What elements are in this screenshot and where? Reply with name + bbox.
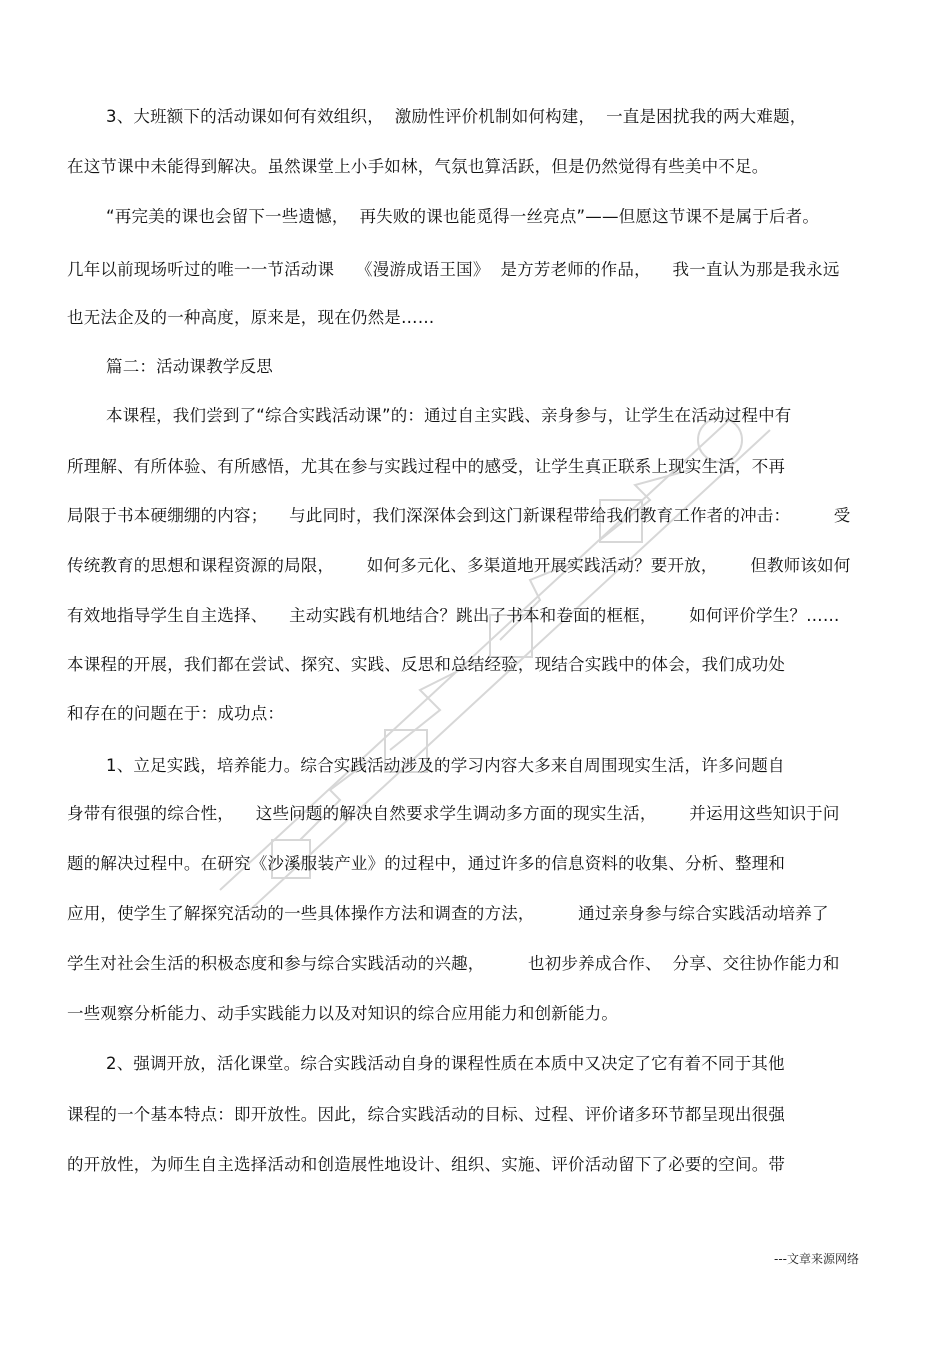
text-line: 3、大班额下的活动课如何有效组织， 激励性评价机制如何构建， 一直是困扰我的两大难题， <box>106 107 807 126</box>
text-line: 和存在的问题在于：成功点： <box>67 704 285 723</box>
text-line: 应用，使学生了解探究活动的一些具体操作方法和调查的方法， 通过亲身参与综合实践活动培养了 <box>67 904 829 923</box>
text-line: “再完美的课也会留下一些遗憾， 再失败的课也能觅得一丝亮点”——但愿这节课不是属于后者。 <box>106 207 820 226</box>
text-line: 课程的一个基本特点：即开放性。因此，综合实践活动的目标、过程、评价诸多环节都呈现出很强 <box>67 1105 786 1124</box>
text-line: 2、强调开放，活化课堂。综合实践活动自身的课程性质在本质中又决定了它有着不同于其他 <box>106 1054 785 1073</box>
text-line: 本课程的开展，我们都在尝试、探究、实践、反思和总结经验，现结合实践中的体会，我们成功处 <box>67 655 786 674</box>
text-line: 身带有很强的综合性， 这些问题的解决自然要求学生调动多方面的现实生活， 并运用这些知识于问 <box>67 804 840 823</box>
text-line: 在这节课中未能得到解决。虽然课堂上小手如林，气氛也算活跃，但是仍然觉得有些美中不足。 <box>67 157 769 176</box>
text-line: 一些观察分析能力、动手实践能力以及对知识的综合应用能力和创新能力。 <box>67 1004 619 1023</box>
text-line: 的开放性，为师生自主选择活动和创造展性地设计、组织、实施、评价活动留下了必要的空间。带 <box>67 1155 786 1174</box>
text-line: 局限于书本硬绷绷的内容； 与此同时，我们深深体会到这门新课程带给我们教育工作者的冲击： 受 <box>67 506 851 525</box>
text-line: 也无法企及的一种高度，原来是，现在仍然是…… <box>67 308 435 327</box>
text-line: 有效地指导学生自主选择、 主动实践有机地结合？跳出了书本和卷面的框框， 如何评价学生？…… <box>67 606 840 625</box>
text-line: 学生对社会生活的积极态度和参与综合实践活动的兴趣， 也初步养成合作、 分享、交往协作能力和 <box>67 954 840 973</box>
section-heading: 篇二：活动课教学反思 <box>106 357 273 376</box>
text-line: 1、立足实践，培养能力。综合实践活动涉及的学习内容大多来自周围现实生活，许多问题自 <box>106 756 785 775</box>
text-line: 几年以前现场听过的唯一一节活动课 《漫游成语王国》 是方芳老师的作品， 我一直认为那是我永远 <box>67 260 840 279</box>
watermark-stamp <box>180 370 820 930</box>
source-footer: ---文章来源网络 <box>774 1252 859 1266</box>
text-line: 本课程，我们尝到了“综合实践活动课”的：通过自主实践、亲身参与，让学生在活动过程中有 <box>106 406 792 425</box>
text-line: 传统教育的思想和课程资源的局限， 如何多元化、多渠道地开展实践活动？要开放， 但教师该如何 <box>67 556 851 575</box>
text-line: 题的解决过程中。在研究《沙溪服装产业》的过程中，通过许多的信息资料的收集、分析、整理和 <box>67 854 786 873</box>
text-line: 所理解、有所体验、有所感悟，尤其在参与实践过程中的感受，让学生真正联系上现实生活，不再 <box>67 457 786 476</box>
